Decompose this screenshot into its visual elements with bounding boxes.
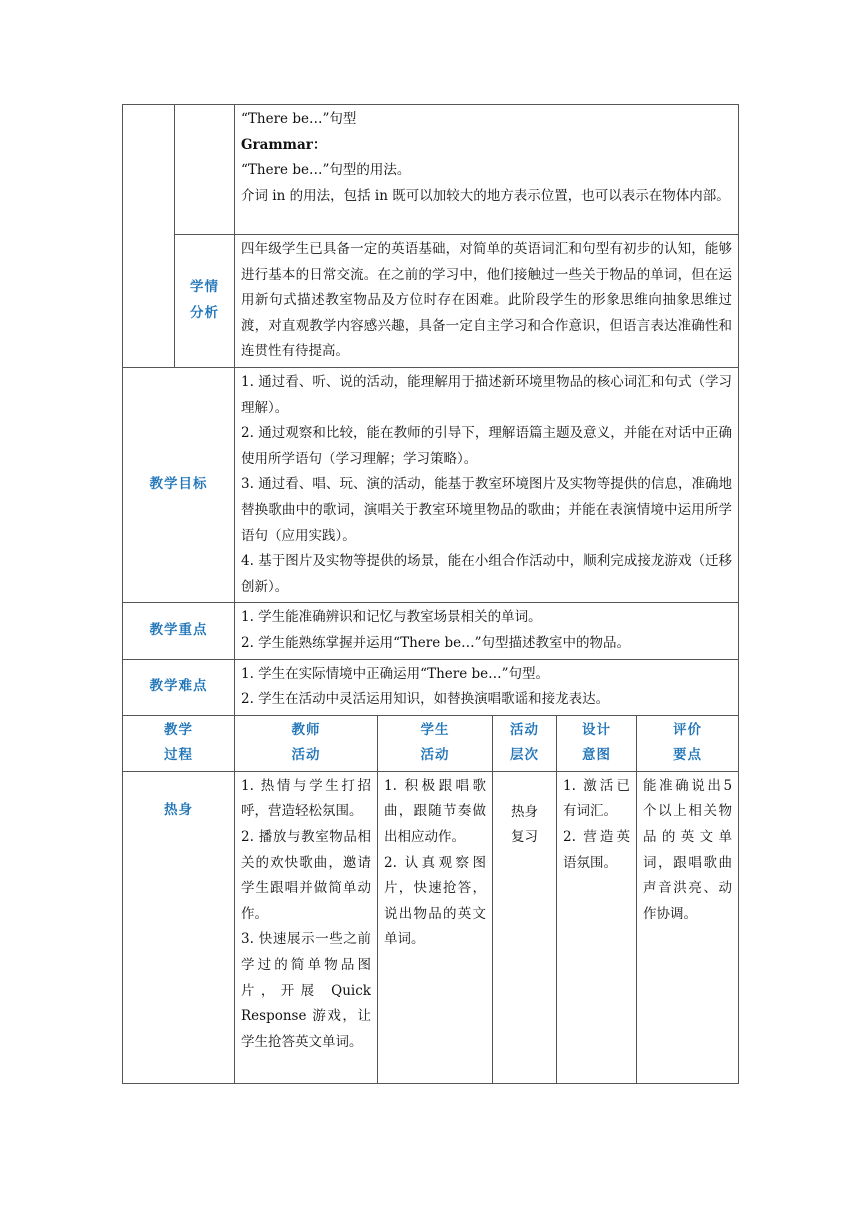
header-student: 学生 活动: [378, 715, 493, 771]
warmup-level: 热身 复习: [493, 771, 557, 1083]
zhongdian-cell: [235, 603, 739, 659]
header-eval: 评价 要点: [637, 715, 739, 771]
mubiao-label: 教学目标: [123, 367, 235, 602]
mubiao-item: 3. 通过看、唱、玩、演的活动，能基于教室环境图片及实物等提供的信息，准确地替换歌曲中的歌词，演唱关于教室环境里物品的歌曲；并能在表演情境中运用所学语句（应用实践）。: [241, 476, 733, 544]
nandian-item: 1. 学生在实际情境中正确运用“There be…”句型。: [241, 665, 550, 682]
xueqing-label: 学情 分析: [175, 235, 235, 368]
warmup-intent: 1. 激活已有词汇。 2. 营造英语氛围。: [557, 771, 637, 1083]
xueqing-row: [123, 235, 739, 368]
nandian-label: 教学难点: [123, 659, 235, 715]
mubiao-item: 1. 通过看、听、说的活动，能理解用于描述新环境里物品的核心词汇和句式（学习理解）。: [241, 373, 733, 416]
content-line-4: 介词 in 的用法，包括 in 既可以加较大的地方表示位置，也可以表示在物体内部。: [241, 187, 730, 204]
header-level: 活动 层次: [493, 715, 557, 771]
zhongdian-item: 1. 学生能准确辨识和记忆与教室场景相关的单词。: [241, 609, 542, 626]
xueqing-text: 四年级学生已具备一定的英语基础，对简单的英语词汇和句型有初步的认知，能够进行基本的日常交流。在之前的学习中，他们接触过一些关于物品的单词，但在运用新句式描述教室物品及方位时存在困难。此阶段学生的形象思维向抽象思维过渡，对直观教学内容感兴趣，具备一定自主学习和合作意识，但语言表达准确性和连贯性有待提高。: [235, 235, 739, 368]
warmup-student: 1. 积极跟唱歌曲，跟随节奏做出相应动作。 2. 认真观察图片，快速抢答，说出物品的英文单词。: [378, 771, 493, 1083]
mubiao-row: [123, 367, 739, 602]
grammar-heading: Grammar：: [241, 136, 327, 153]
content-cell: [235, 105, 739, 235]
mubiao-item: 4. 基于图片及实物等提供的场景，能在小组合作活动中，顺利完成接龙游戏（迁移创新）。: [241, 553, 733, 595]
header-process: 教学 过程: [123, 715, 235, 771]
content-line-1: “There be…”句型: [241, 111, 357, 127]
warmup-teacher: 1. 热情与学生打招呼，营造轻松氛围。 2. 播放与教室物品相关的欢快歌曲，邀请学生跟唱并做简单动作。 3. 快速展示一些之前学过的简单物品图片，开展 Quick Response 游戏，让学生抢答英文单词。: [235, 771, 378, 1083]
mubiao-item: 2. 通过观察和比较，能在教师的引导下，理解语篇主题及意义，并能在对话中正确使用所学语句（学习理解；学习策略）。: [241, 425, 733, 467]
warmup-eval: 能准确说出5 个以上相关物品的英文单词，跟唱歌曲声音洪亮、动作协调。: [637, 771, 739, 1083]
blank-label-cell: [175, 105, 235, 235]
blank-outer-cell: [123, 105, 175, 368]
mubiao-cell: [235, 367, 739, 602]
zhongdian-label: 教学重点: [123, 603, 235, 659]
nandian-row: [123, 659, 739, 715]
content-row: [123, 105, 739, 235]
lesson-plan-table: [122, 104, 738, 1084]
warmup-label: 热身: [123, 771, 235, 1083]
header-intent: 设计 意图: [557, 715, 637, 771]
content-line-3: “There be…”句型的用法。: [241, 162, 411, 179]
warmup-row: [123, 771, 739, 1083]
zhongdian-item: 2. 学生能熟练掌握并运用“There be…”句型描述教室中的物品。: [241, 634, 631, 651]
process-header-row: [123, 715, 739, 771]
header-teacher: 教师 活动: [235, 715, 378, 771]
nandian-cell: [235, 659, 739, 715]
zhongdian-row: [123, 603, 739, 659]
nandian-item: 2. 学生在活动中灵活运用知识，如替换演唱歌谣和接龙表达。: [241, 691, 610, 708]
